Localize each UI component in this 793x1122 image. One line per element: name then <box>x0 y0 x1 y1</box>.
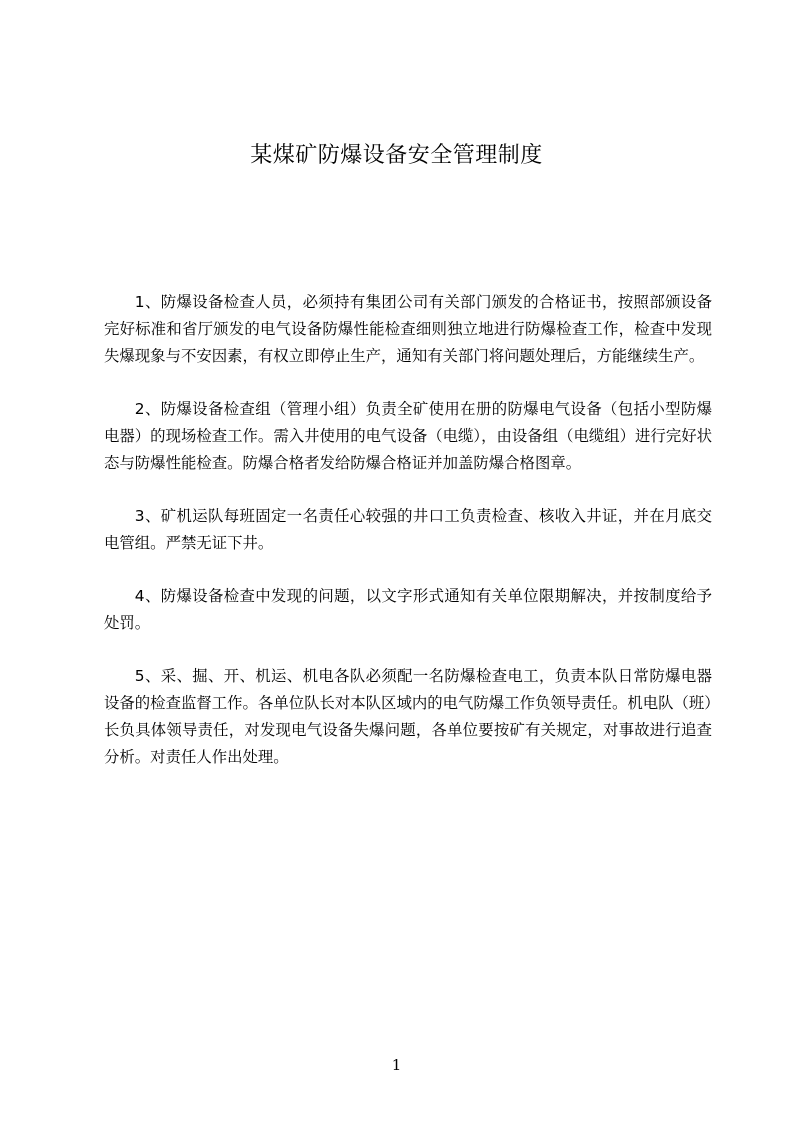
paragraph-1: 1、防爆设备检查人员，必须持有集团公司有关部门颁发的合格证书，按照部颁设备完好标准和省厅颁发的电气设备防爆性能检查细则独立地进行防爆检查工作，检查中发现失爆现象与不安因素，有权立即停止生产，通知有关部门将问题处理后，方能继续生产。 <box>104 293 712 365</box>
paragraph-2: 2、防爆设备检查组（管理小组）负责全矿使用在册的防爆电气设备（包括小型防爆电器）的现场检查工作。需入井使用的电气设备（电缆），由设备组（电缆组）进行完好状态与防爆性能检查。防爆合格者发给防爆合格证并加盖防爆合格图章。 <box>104 400 712 472</box>
paragraph-3: 3、矿机运队每班固定一名责任心较强的井口工负责检查、核收入井证，并在月底交电管组。严禁无证下井。 <box>104 507 712 552</box>
document-body <box>104 289 712 797</box>
paragraph-4: 4、防爆设备检查中发现的问题，以文字形式通知有关单位限期解决，并按制度给予处罚。 <box>104 587 712 632</box>
paragraph-5: 5、采、掘、开、机运、机电各队必须配一名防爆检查电工，负责本队日常防爆电器设备的检查监督工作。各单位队长对本队区域内的电气防爆工作负领导责任。机电队（班）长负具体领导责任，对发现电气设备失爆问题，各单位要按矿有关规定，对事故进行追查分析。对责任人作出处理。 <box>104 667 712 766</box>
document-title: 某煤矿防爆设备安全管理制度 <box>250 143 543 168</box>
page-number: 1 <box>391 1056 402 1074</box>
